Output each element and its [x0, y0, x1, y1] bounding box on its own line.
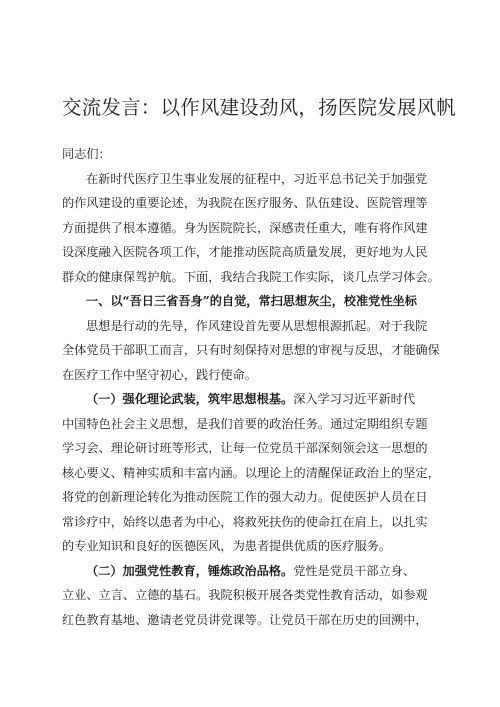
text-line — [62, 338, 452, 363]
text-line — [62, 436, 452, 461]
text-line — [62, 534, 452, 559]
text-segment: 的专业知识和良好的医德医风，为患者提供优质的医疗服务。 — [62, 539, 392, 553]
text-segment: 红色教育基地、邀请老党员讲党课等。让党员干部在历史的回溯中， — [62, 612, 428, 627]
text-line — [62, 559, 452, 584]
text-segment: 常诊疗中，始终以患者为中心，将救死扶伤的使命扛在肩上，以扎实 — [62, 514, 428, 529]
text-segment: 方面提供了根本遵循。身为医院院长，深感责任重大，唯有将作风建 — [62, 220, 428, 235]
document-body — [62, 142, 452, 632]
text-line — [62, 387, 452, 412]
text-segment: 在新时代医疗卫生事业发展的征程中，习近平总书记关于加强党 — [86, 171, 428, 186]
text-segment: 学习会、理论研讨班等形式，让每一位党员干部深刻领会这一思想的 — [62, 441, 428, 455]
text-line — [62, 485, 452, 510]
text-segment: 全体党员干部职工而言，只有时刻保持对思想的审视与反思，才能确保 — [62, 343, 440, 357]
text-segment: 党性是党员干部立身、 — [293, 563, 416, 578]
text-segment: 思想是行动的先导，作风建设首先要从思想根源抓起。对于我院 — [86, 318, 428, 333]
text-segment: 核心要义、精神实质和丰富内涵。以理论上的清醒保证政治上的坚定， — [62, 465, 440, 480]
text-line — [62, 608, 452, 633]
text-line — [62, 167, 452, 192]
text-line — [62, 583, 452, 608]
text-line — [62, 142, 452, 167]
bold-text-segment: （二）加强党性教育，锤炼政治品格。 — [86, 563, 294, 578]
text-line — [62, 510, 452, 535]
text-line — [62, 216, 452, 241]
text-segment: 群众的健康保驾护航。下面，我结合我院工作实际，谈几点学习体会。 — [62, 269, 440, 284]
text-line — [62, 289, 452, 314]
text-line — [62, 314, 452, 339]
bold-text-segment: （一）强化理论武装，筑牢思想根基。 — [86, 392, 294, 406]
text-segment: 立业、立言、立德的基石。我院积极开展各类党性教育活动，如参观 — [62, 588, 428, 602]
text-line — [62, 363, 452, 388]
text-segment: 在医疗工作中坚守初心，践行使命。 — [62, 367, 257, 382]
bold-text-segment: 一、以“吾日三省吾身”的自觉，常扫思想灰尘，校准党性坐标 — [86, 294, 417, 308]
text-segment: 中国特色社会主义思想，是我们首要的政治任务。通过定期组织专题 — [62, 416, 428, 431]
text-segment: 同志们： — [62, 147, 111, 161]
text-line — [62, 461, 452, 486]
text-segment: 深入学习习近平新时代 — [293, 392, 416, 406]
text-line — [62, 240, 452, 265]
text-segment: 将党的创新理论转化为推动医院工作的强大动力。促使医护人员在日 — [62, 490, 428, 504]
text-segment: 的作风建设的重要论述，为我院在医疗服务、队伍建设、医院管理等 — [62, 196, 428, 210]
text-line — [62, 265, 452, 290]
text-segment: 设深度融入医院各项工作，才能推动医院高质量发展，更好地为人民 — [62, 245, 428, 259]
document-title: 交流发言：以作风建设劲风，扬医院发展风帆 — [62, 96, 457, 119]
text-line — [62, 412, 452, 437]
text-line — [62, 191, 452, 216]
